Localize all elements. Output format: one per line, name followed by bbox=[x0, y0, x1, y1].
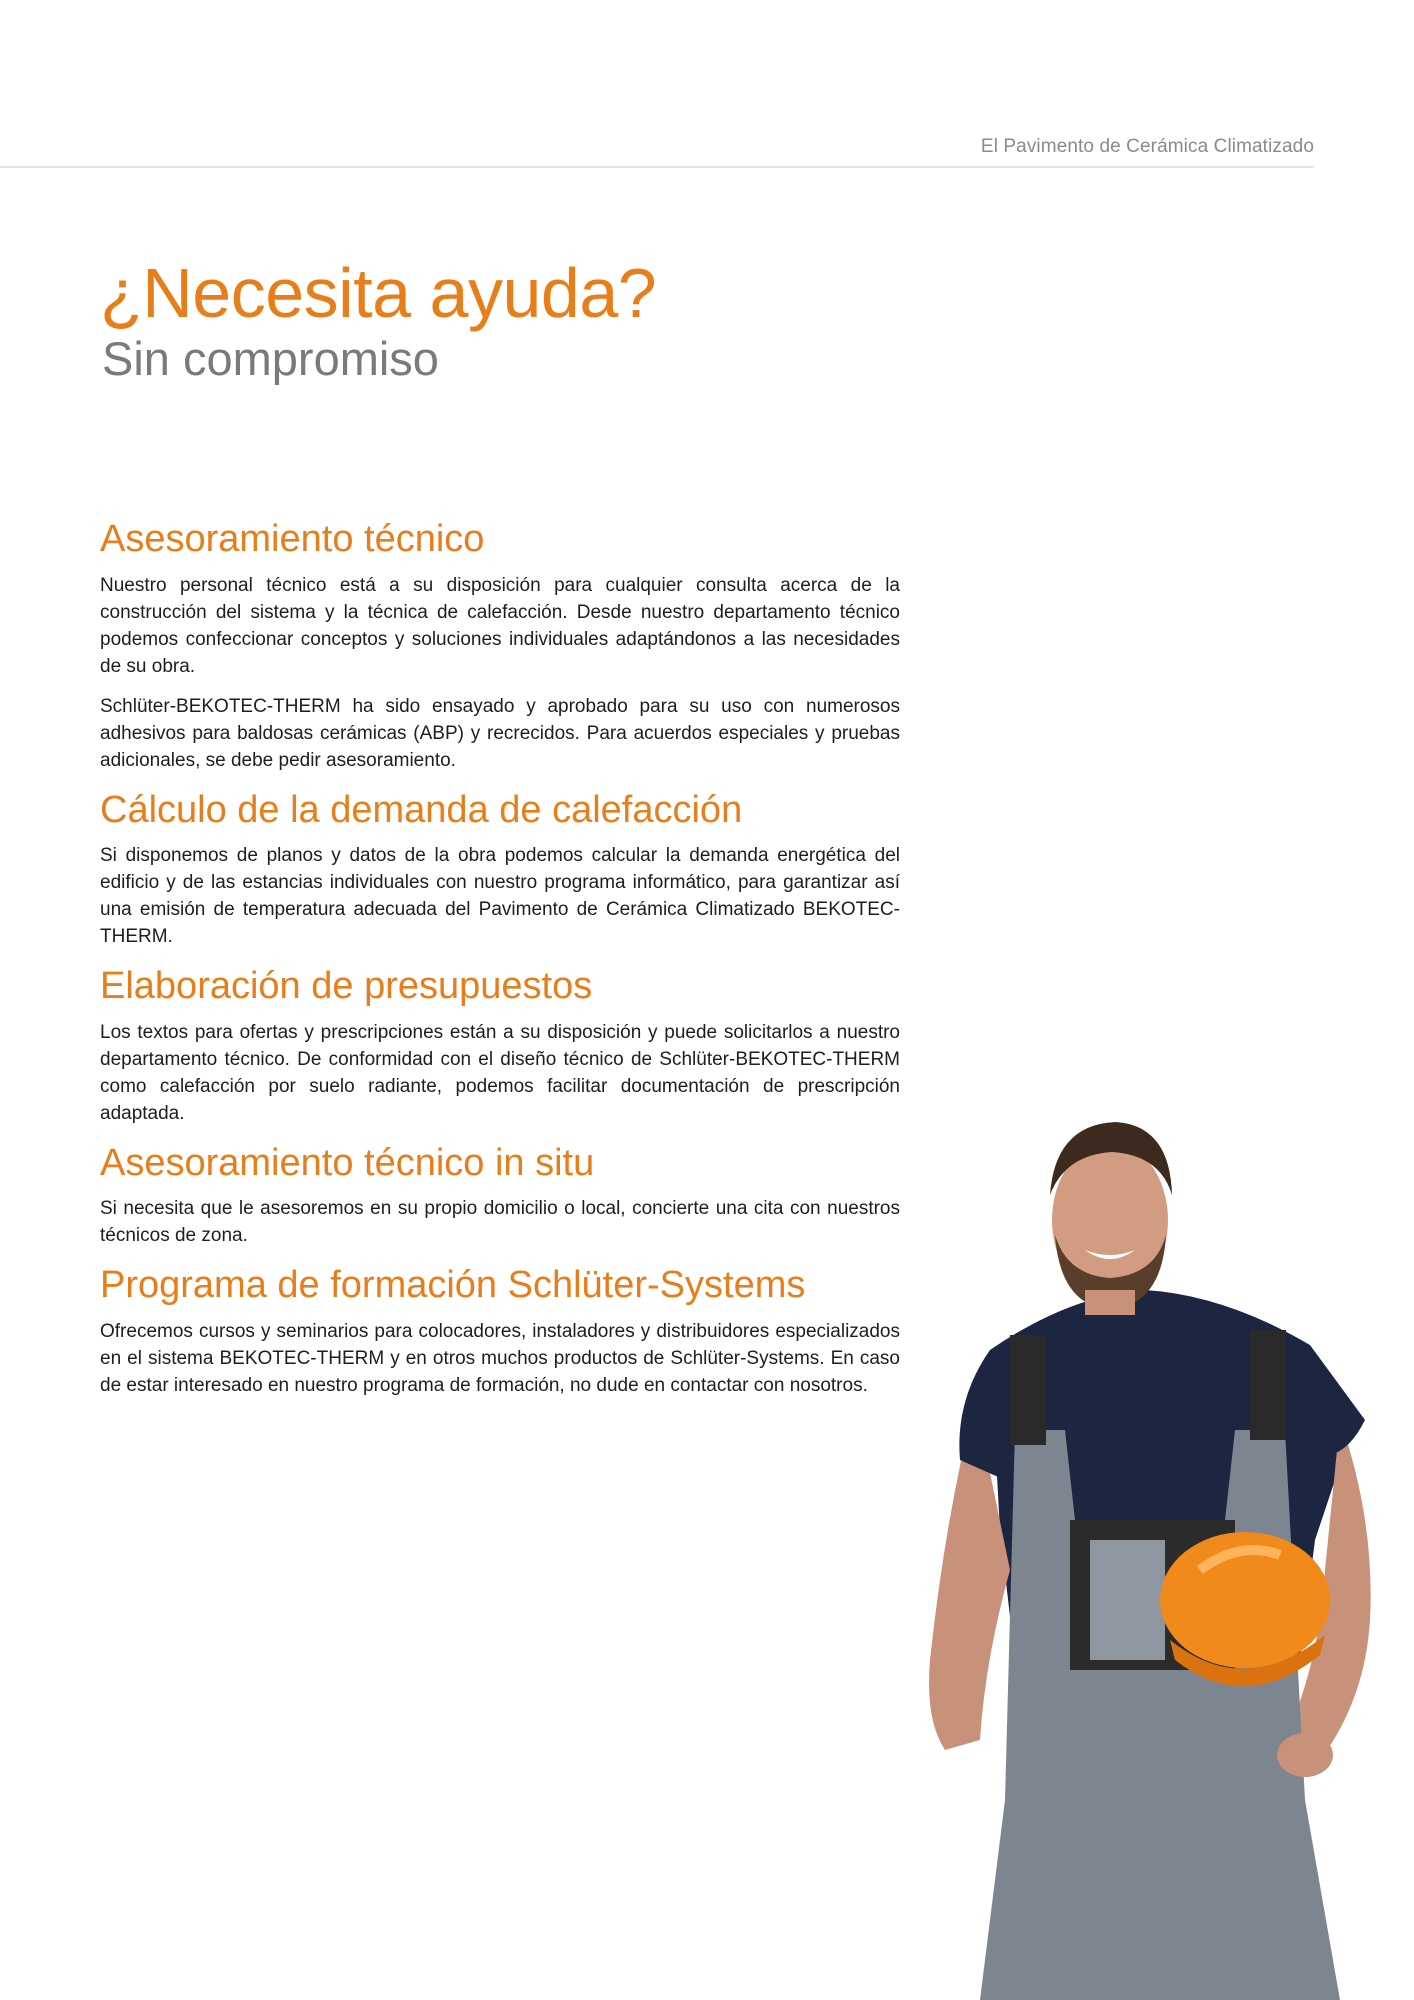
section-heading: Asesoramiento técnico in situ bbox=[100, 1141, 595, 1184]
section-paragraph: Si disponemos de planos y datos de la obra podemos calcular la demanda energética del edificio y de las estancias individuales con nuestro programa informático, para garantizar así una emisión de temperatura adecuada del Pavimento de Cerámica Climatizado BEKOTEC-THERM. bbox=[100, 845, 900, 947]
neck bbox=[1085, 1290, 1135, 1315]
section-paragraph: Los textos para ofertas y prescripciones están a su disposición y puede solicitarlos a nuestro departamento técnico. De conformidad con el diseño técnico de Schlüter-BEKOTEC-THERM como calefacción por suelo radiante, podemos facilitar documentación de prescripción adaptada. bbox=[100, 1021, 900, 1124]
section-heading: Cálculo de la demanda de calefacción bbox=[100, 788, 743, 831]
section-in-situ bbox=[100, 1140, 900, 1250]
hand bbox=[1277, 1733, 1333, 1777]
worker-photo bbox=[920, 1100, 1400, 2000]
section-formacion bbox=[100, 1262, 900, 1399]
page-subtitle: Sin compromiso bbox=[102, 332, 439, 385]
section-paragraph: Si necesita que le asesoremos en su propio domicilio o local, concierte una cita con nuestros técnicos de zona. bbox=[100, 1198, 900, 1246]
section-paragraph: Schlüter-BEKOTEC-THERM ha sido ensayado y aprobado para su uso con numerosos adhesivos para baldosas cerámicas (ABP) y recrecidos. Para acuerdos especiales y pruebas adicionales, se debe pedir asesoramiento. bbox=[100, 695, 900, 771]
section-heading: Programa de formación Schlüter-Systems bbox=[100, 1264, 806, 1306]
right-strap bbox=[1250, 1330, 1286, 1440]
page-title: ¿Necesita ayuda? bbox=[100, 254, 657, 332]
header-divider bbox=[0, 166, 1314, 168]
running-header: El Pavimento de Cerámica Climatizado bbox=[980, 136, 1314, 157]
section-heading: Elaboración de presupuestos bbox=[100, 965, 593, 1007]
section-paragraph: Nuestro personal técnico está a su disposición para cualquier consulta acerca de la construcción del sistema y la técnica de calefacción. Desde nuestro departamento técnico podemos confeccionar conceptos y soluciones individuales adaptándonos a las necesidades de su obra. bbox=[100, 574, 900, 677]
section-asesoramiento-tecnico bbox=[100, 516, 900, 774]
bib-panel bbox=[1090, 1540, 1165, 1660]
title-block bbox=[100, 254, 657, 385]
section-paragraph: Ofrecemos cursos y seminarios para colocadores, instaladores y distribuidores especializados en el sistema BEKOTEC-THERM y en otros muchos productos de Schlüter-Systems. En caso de estar interesado en nuestro programa de formación, no dude en contactar con nosotros. bbox=[100, 1320, 900, 1396]
section-heading: Asesoramiento técnico bbox=[100, 518, 485, 560]
content-column bbox=[100, 516, 900, 1412]
section-presupuestos bbox=[100, 963, 900, 1127]
section-calculo-demanda bbox=[100, 787, 900, 951]
left-strap bbox=[1010, 1335, 1046, 1445]
